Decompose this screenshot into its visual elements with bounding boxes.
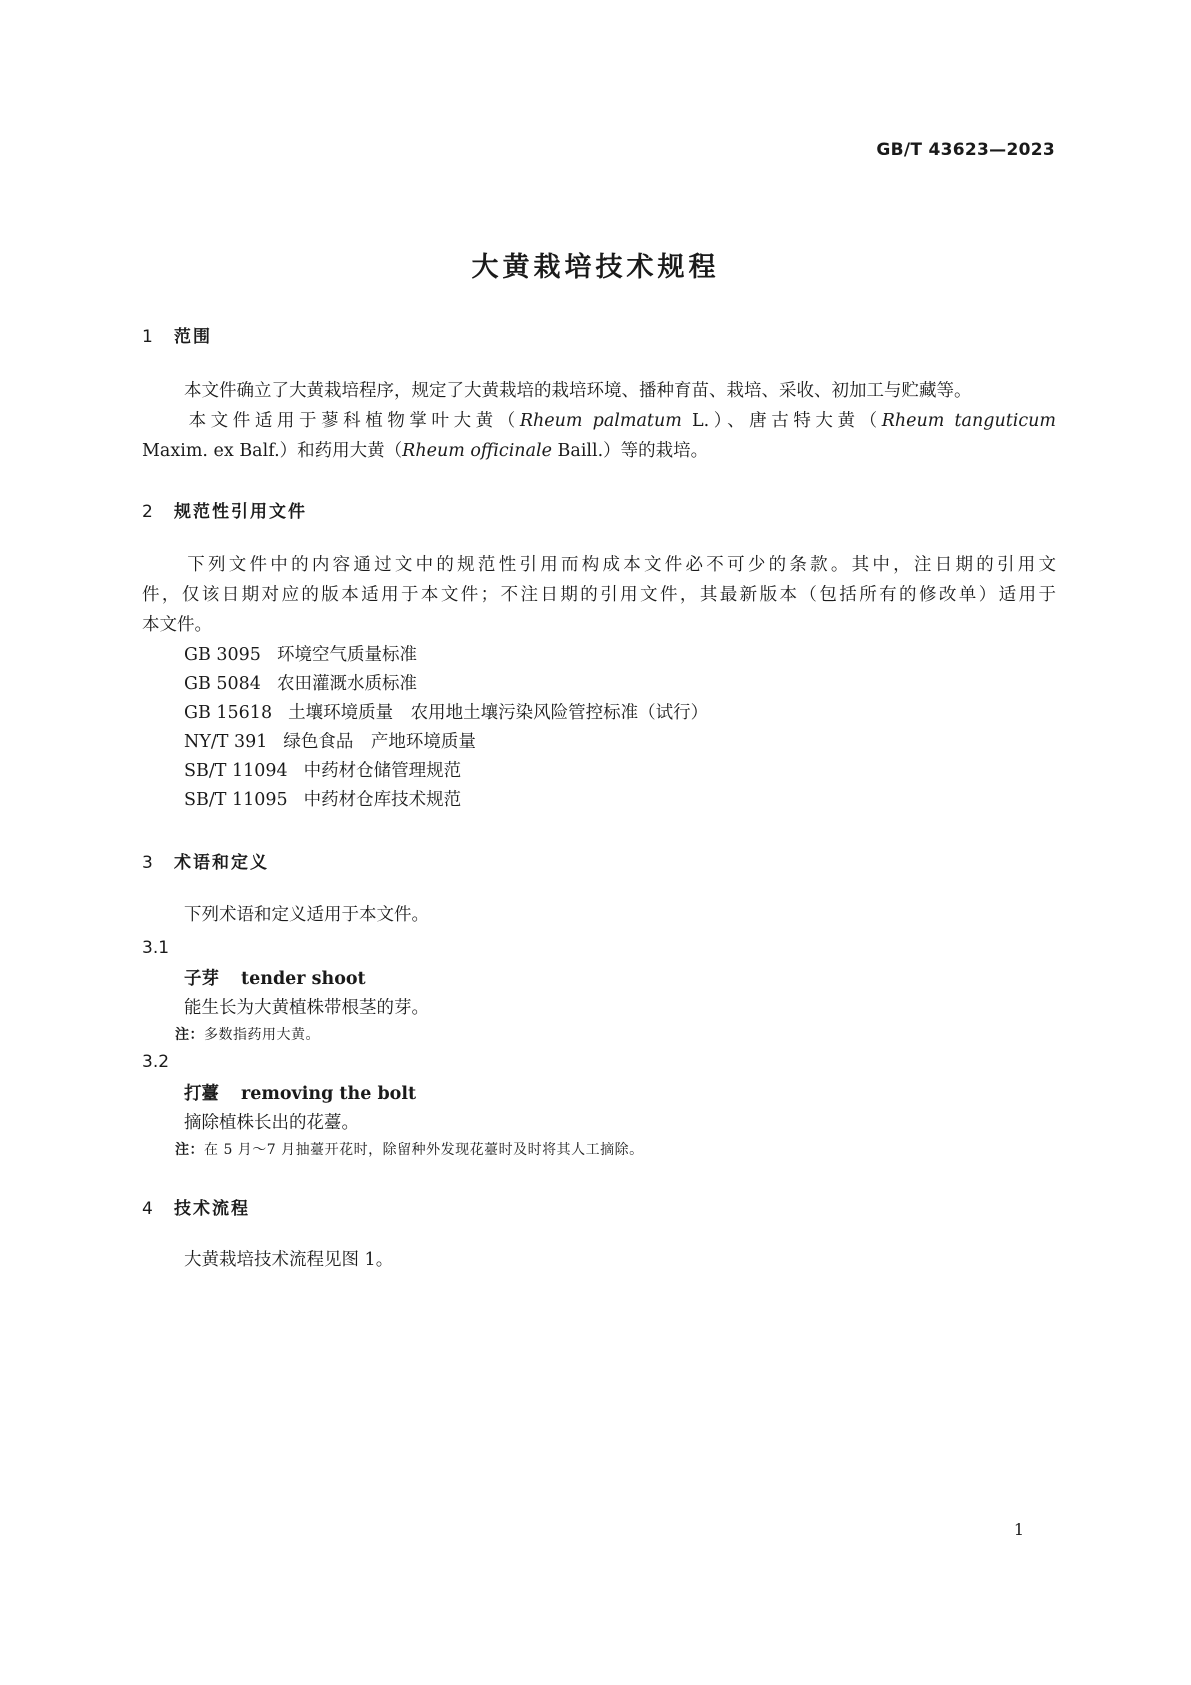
reference-code: GB 5084 [184, 674, 261, 694]
species-name: Rheum officinale [402, 441, 552, 461]
term-number: 3.1 [142, 938, 170, 958]
term-definition: 能生长为大黄植株带根茎的芽。 [184, 998, 429, 1018]
section-2-paragraph-line-3: 本文件。 [142, 615, 212, 635]
reference-name: 农田灌溉水质标准 [276, 674, 417, 694]
page-number: 1 [1013, 1520, 1024, 1539]
reference-item [184, 672, 417, 696]
section-title: 技术流程 [174, 1199, 250, 1219]
reference-item [184, 643, 417, 667]
document-title: 大黄栽培技术规程 [471, 252, 720, 283]
reference-code: NY/T 391 [184, 732, 268, 752]
section-2-paragraph-line-2: 件，仅该日期对应的版本适用于本文件；不注日期的引用文件，其最新版本（包括所有的修改单）适用于 [142, 585, 1056, 605]
note-text: 多数指药用大黄。 [204, 1027, 320, 1043]
term-zh: 子芽 [184, 969, 219, 989]
section-1-paragraph-1: 本文件确立了大黄栽培程序，规定了大黄栽培的栽培环境、播种育苗、栽培、采收、初加工与贮藏等。 [184, 381, 972, 401]
reference-name: 环境空气质量标准 [276, 645, 417, 665]
reference-item [184, 788, 461, 812]
section-number: 2 [142, 502, 155, 522]
section-2-heading [142, 497, 307, 522]
term-zh: 打薹 [184, 1084, 219, 1104]
term-en: removing the bolt [241, 1084, 417, 1104]
reference-name: 中药材仓储管理规范 [303, 761, 462, 781]
term-note [175, 1139, 644, 1159]
species-name: Rheum tanguticum [881, 411, 1057, 431]
section-1-paragraph-2-line-1: 本文件适用于蓼科植物掌叶大黄（Rheum palmatum L.）、唐古特大黄（Rheum tanguticum [184, 411, 1057, 431]
reference-item [184, 701, 708, 725]
section-number: 1 [142, 327, 155, 347]
reference-item [184, 759, 461, 783]
note-label: 注： [175, 1142, 204, 1158]
term-entry [184, 1080, 416, 1105]
section-title: 术语和定义 [174, 853, 269, 873]
section-1-paragraph-2-line-2: Maxim. ex Balf.）和药用大黄（Rheum officinale Baill.）等的栽培。 [142, 441, 709, 461]
term-entry [184, 965, 366, 990]
term-note [175, 1024, 320, 1044]
section-4-paragraph: 大黄栽培技术流程见图 1。 [184, 1250, 394, 1270]
reference-name: 土壤环境质量 农用地土壤污染风险管控标准（试行） [288, 703, 709, 723]
section-number: 3 [142, 853, 155, 873]
term-definition: 摘除植株长出的花薹。 [184, 1113, 359, 1133]
reference-code: GB 3095 [184, 645, 261, 665]
section-number: 4 [142, 1199, 155, 1219]
term-en: tender shoot [241, 969, 366, 989]
reference-code: SB/T 11094 [184, 761, 288, 781]
term-number: 3.2 [142, 1052, 170, 1072]
reference-name: 中药材仓库技术规范 [303, 790, 462, 810]
reference-item [184, 730, 476, 754]
section-3-heading [142, 848, 269, 873]
reference-name: 绿色食品 产地环境质量 [283, 732, 476, 752]
reference-code: SB/T 11095 [184, 790, 288, 810]
standard-code: GB/T 43623—2023 [876, 140, 1055, 160]
section-title: 规范性引用文件 [174, 502, 307, 522]
note-label: 注： [175, 1027, 204, 1043]
section-2-paragraph-line-1: 下列文件中的内容通过文中的规范性引用而构成本文件必不可少的条款。其中，注日期的引用文 [184, 555, 1056, 575]
note-text: 在 5 月～7 月抽薹开花时，除留种外发现花薹时及时将其人工摘除。 [204, 1142, 644, 1158]
section-3-intro: 下列术语和定义适用于本文件。 [184, 905, 429, 925]
species-name: Rheum palmatum [519, 411, 682, 431]
section-4-heading [142, 1194, 250, 1219]
section-title: 范围 [174, 327, 212, 347]
section-1-heading [142, 322, 212, 347]
reference-code: GB 15618 [184, 703, 273, 723]
